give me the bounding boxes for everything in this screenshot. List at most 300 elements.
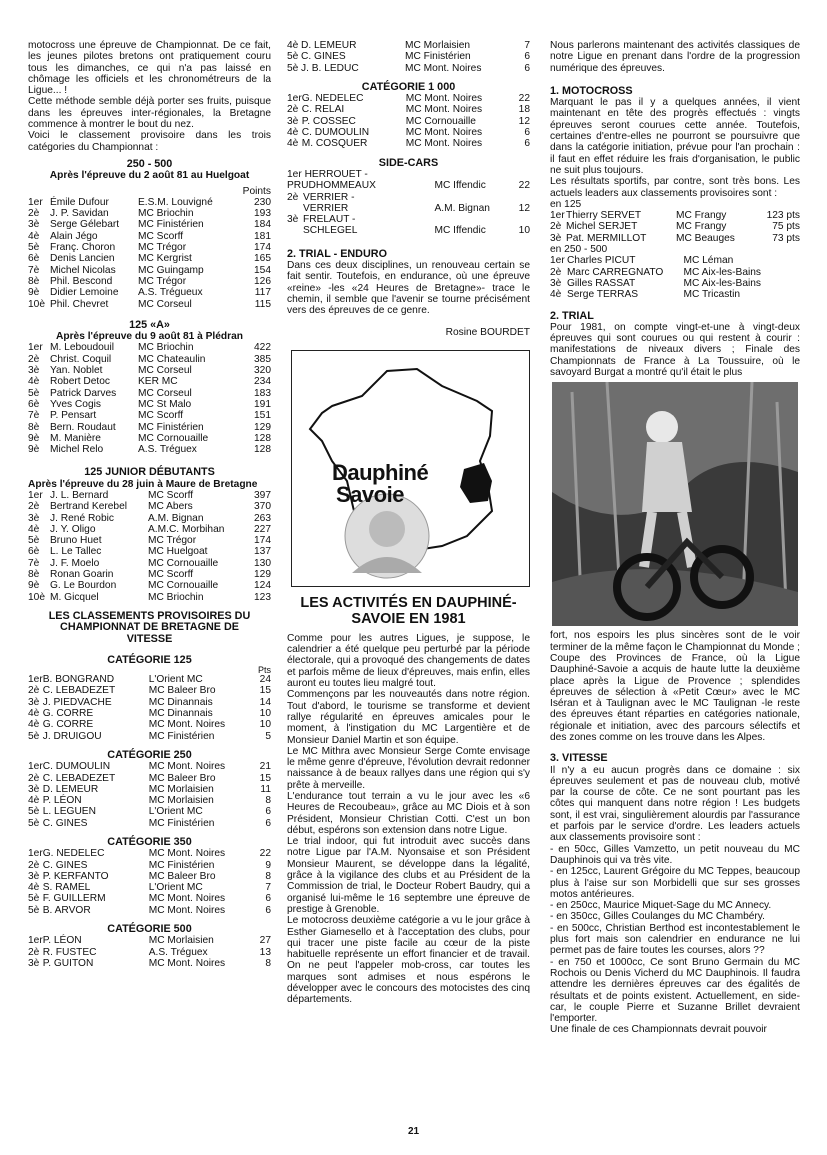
- club-cell: MC Baleer Bro: [148, 685, 216, 697]
- points-cell: 115: [254, 298, 271, 310]
- club-cell: MC Léman: [683, 255, 734, 267]
- vitesse-item: - en 125cc, Laurent Grégoire du MC Teppes, beaucoup plus à l'aise sur son Morbidelli que sur ses grosses motos antérieures.: [550, 866, 800, 900]
- name-cell: C. DUMOULIN: [301, 127, 370, 139]
- name-cell: S. RAMEL: [42, 882, 91, 894]
- club-cell: MC Aix-les-Bains: [683, 277, 762, 289]
- points-cell: 128: [254, 432, 271, 444]
- ranking-table-125-junior: [28, 490, 271, 603]
- name-cell: J. DRUIGOU: [42, 730, 102, 742]
- table-row: [28, 253, 271, 264]
- table-row: [550, 221, 800, 232]
- table-row: [28, 871, 271, 882]
- sidecar-name: SCHLEGEL: [303, 225, 358, 237]
- table-row: [550, 278, 800, 289]
- name-cell: G. CORRE: [42, 719, 94, 731]
- club-cell: MC Scorff: [138, 230, 184, 242]
- club-cell: MC Scorff: [148, 489, 194, 501]
- rank-cell: 3è: [28, 512, 40, 524]
- table-row: [28, 376, 271, 387]
- category-title-sidecars: SIDE-CARS: [378, 156, 439, 169]
- intro-paragraph-2: Cette méthode semble déjà porter ses fruits, puisque dans les épreuves inter-régionales, la Bretagne commence à montrer le bout du nez.: [28, 96, 271, 131]
- club-cell: MC Huelgoat: [148, 546, 208, 558]
- ranking-table-cat125: [28, 674, 271, 742]
- name-cell: Gilles RASSAT: [566, 277, 636, 289]
- rank-cell: 4è: [28, 708, 40, 720]
- points-cell: 21: [259, 761, 271, 773]
- rank-cell: 5è: [28, 817, 40, 829]
- rank-cell: 9è: [28, 580, 40, 592]
- rank-cell: 1er: [28, 489, 43, 501]
- table-row: [28, 524, 271, 535]
- rank-cell: 6è: [28, 398, 40, 410]
- rank-cell: 1er: [287, 93, 302, 105]
- points-cell: 126: [254, 275, 271, 287]
- name-cell: J. PIEDVACHE: [42, 696, 112, 708]
- points-cell: 184: [254, 219, 271, 231]
- sidecar-club: MC Iffendic: [434, 225, 486, 237]
- sidecar-rank-name: 1er HERROUET -: [287, 168, 368, 180]
- ranking-table-cat500-continued: [287, 40, 530, 74]
- rank-cell: 1er: [28, 674, 43, 686]
- article-paragraph: Commençons par les nouveautés dans notre région. Tout d'abord, le tourisme se transforme et devient rallye régularité en épreuves amicales pour le moment, à l'instigation du MC Largentière et de Monsieur Daniel Martin et son équipe.: [287, 689, 530, 746]
- rank-cell: 2è: [28, 946, 40, 958]
- points-cell: 7: [265, 882, 271, 894]
- rank-cell: 3è: [28, 696, 40, 708]
- name-cell: L. Le Tallec: [50, 546, 102, 558]
- table-row: [550, 267, 800, 278]
- ranking-table-cat350: [28, 848, 271, 916]
- club-cell: MC Finistérien: [148, 859, 215, 871]
- points-cell: 174: [254, 535, 271, 547]
- column-right: [550, 40, 800, 1036]
- points-cell: 128: [254, 444, 271, 456]
- table-row: [28, 242, 271, 253]
- club-cell: L'Orient MC: [148, 806, 203, 818]
- table-row: [28, 535, 271, 546]
- table-row: [287, 169, 530, 180]
- name-cell: C. RELAI: [301, 104, 345, 116]
- trial-enduro-text: Dans ces deux disciplines, un renouveau certain se fait sentir. Toutefois, en endurance, où une épreuve «reine» -les «24 Heures de Bretagne»- trace le chemin, il semble que l'avenir se tourne précisément vers des épreuves de ce genre.: [287, 260, 530, 317]
- rank-cell: 4è: [28, 376, 40, 388]
- intro-paragraph-3: Voici le classement provisoire dans les trois catégories du Championnat :: [28, 130, 271, 153]
- club-cell: MC Dinannais: [148, 708, 213, 720]
- rank-cell: 4è: [287, 40, 299, 51]
- points-cell: 75 pts: [772, 221, 800, 233]
- name-cell: Michel Nicolas: [50, 264, 116, 276]
- rank-cell: 6è: [28, 546, 40, 558]
- name-cell: C. GINES: [301, 51, 346, 63]
- club-cell: MC Finistérien: [148, 817, 215, 829]
- table-row: [287, 51, 530, 62]
- rank-cell: 3è: [28, 783, 40, 795]
- points-cell: 183: [254, 387, 271, 399]
- club-cell: MC Aix-les-Bains: [683, 266, 762, 278]
- region-map-illustration: [291, 350, 530, 587]
- club-cell: MC Cornouaille: [405, 115, 476, 127]
- rank-cell: 3è: [287, 115, 299, 127]
- club-cell: MC Corseul: [138, 387, 192, 399]
- points-cell: 73 pts: [772, 232, 800, 244]
- name-cell: J. P. Savidan: [50, 208, 109, 220]
- table-row: [28, 905, 271, 916]
- table-row: [28, 848, 271, 859]
- club-cell: MC Kergrist: [138, 253, 192, 265]
- rank-cell: 10è: [28, 298, 45, 310]
- table-row: [287, 203, 530, 214]
- club-cell: MC Mont. Noires: [148, 848, 226, 860]
- table-row: [287, 40, 530, 51]
- intro-paragraph: motocross une épreuve de Championnat. De ce fait, les jeunes pilotes bretons ont pratiquement couru tous les dimanches, ce qui n'a pas laissé en chômage les officiels et les chronométreurs de la Ligue... !: [28, 40, 271, 97]
- name-cell: Patrick Darves: [50, 387, 117, 399]
- name-cell: C. LEBADEZET: [42, 772, 116, 784]
- vitesse-text: Il n'y a eu aucun progrès dans ce domaine : six épreuves seulement et pas de nouveau club, motivé par la course de côte. Ce ne sont pourtant pas les côtes qui manquent dans notre région ! Les budgets sont, il est vrai, singulièrement alourdis par l'assurance et parfois par le service d'ordre. Les leaders actuels aux classements provisoire sont :: [550, 764, 800, 844]
- category-title-125: CATÉGORIE 125: [107, 653, 192, 666]
- table-row: [28, 761, 271, 772]
- category-title-350: CATÉGORIE 350: [107, 836, 192, 848]
- table-row: [28, 490, 271, 501]
- rank-cell: 1er: [28, 848, 43, 860]
- main-heading-bretagne: LES CLASSEMENTS PROVISOIRES DU CHAMPIONNAT DE BRETAGNE DE VITESSE: [48, 609, 251, 645]
- sidecar-name: FRELAUT -: [303, 214, 356, 226]
- table-row: [28, 365, 271, 376]
- club-cell: A.S. Tréguex: [138, 444, 197, 456]
- rank-cell: 2è: [28, 353, 40, 365]
- rank-cell: 2è: [28, 685, 40, 697]
- club-cell: MC Beauges: [676, 232, 735, 244]
- table-row: [28, 219, 271, 230]
- points-cell: 130: [254, 557, 271, 569]
- points-cell: 230: [254, 196, 271, 208]
- name-cell: G. NEDELEC: [42, 848, 105, 860]
- club-cell: MC Scorff: [148, 569, 194, 581]
- points-cell: 320: [254, 365, 271, 377]
- table-row: [287, 138, 530, 149]
- rank-cell: 4è: [28, 523, 40, 535]
- points-cell: 129: [254, 421, 271, 433]
- category-label-125: en 125: [550, 198, 582, 210]
- name-cell: P. KERFANTO: [42, 870, 109, 882]
- table-row: [28, 674, 271, 685]
- table-row: [28, 231, 271, 242]
- motocross-text: Marquant le pas il y a quelques années, il vient maintenant en tête des progrès effectués : vingts épreuves seront courues cette année. Toutefois, certaines d'entre-elles ne pourront se poursuivre que dans la catégorie initiation, prévue pour l'an prochain : il faut en effet réduire les frais d'organisation, le public ne suit plus toujours.: [550, 97, 800, 176]
- club-cell: MC Cornouaille: [148, 557, 219, 569]
- sidecar-club: MC Iffendic: [434, 180, 486, 192]
- ranking-table-125a: [28, 342, 271, 455]
- name-cell: Michel Relo: [50, 444, 104, 456]
- name-cell: Marc CARREGNATO: [566, 266, 664, 278]
- points-cell: 6: [265, 904, 271, 916]
- table-row: [28, 422, 271, 433]
- club-cell: MC Mont. Noires: [148, 719, 226, 731]
- table-row: [28, 731, 271, 742]
- club-cell: MC Frangy: [676, 210, 727, 222]
- trial-enduro-title: 2. TRIAL - ENDURO: [287, 247, 387, 260]
- table-row: [28, 354, 271, 365]
- section-title-125a: 125 «A»: [129, 318, 170, 331]
- table-row: [287, 214, 530, 225]
- club-cell: A.M. Bignan: [148, 512, 204, 524]
- table-row: [287, 93, 530, 104]
- club-cell: MC Cornouaille: [138, 432, 209, 444]
- rank-cell: 1er: [28, 342, 43, 354]
- ranking-table-motocross-125: [550, 210, 800, 244]
- points-cell: 24: [259, 674, 271, 686]
- table-row: [28, 708, 271, 719]
- section-subtitle: Après l'épreuve du 28 juin à Maure de Bretagne: [28, 478, 258, 490]
- rank-cell: 3è: [28, 365, 40, 377]
- rank-cell: 5è: [28, 387, 40, 399]
- club-cell: MC Corseul: [138, 298, 192, 310]
- category-title-1000: CATÉGORIE 1 000: [361, 80, 456, 93]
- name-cell: Serge Gélebart: [50, 219, 120, 231]
- rank-cell: 9è: [28, 432, 40, 444]
- club-cell: MC Finistérien: [138, 219, 204, 231]
- article-paragraph: Le MC Mithra avec Monsieur Serge Comte envisage le même genre d'épreuve, l'évolution devrait redonner naissance à de beaux rallyes dans une région qui s'y prête à merveille.: [287, 745, 530, 791]
- club-cell: MC Scorff: [138, 410, 184, 422]
- ranking-table-250-500: [28, 197, 271, 310]
- club-cell: A.S. Tréguex: [148, 946, 208, 958]
- rank-cell: 3è: [550, 232, 562, 244]
- rank-cell: 4è: [28, 882, 40, 894]
- rank-cell: 1er: [28, 761, 43, 773]
- rank-cell: 2è: [550, 221, 562, 233]
- table-row: [28, 299, 271, 310]
- points-cell: 12: [518, 115, 530, 127]
- rank-cell: 5è: [287, 62, 299, 74]
- club-cell: MC Morlaisien: [405, 40, 471, 51]
- name-cell: Michel SERJET: [566, 221, 638, 233]
- rank-cell: 2è: [28, 859, 40, 871]
- name-cell: B. ARVOR: [42, 904, 91, 916]
- table-row: [28, 592, 271, 603]
- points-cell: 151: [254, 410, 271, 422]
- sidecar-name: VERRIER: [303, 202, 349, 214]
- club-cell: MC Briochin: [148, 591, 204, 603]
- club-cell: MC Cornouaille: [148, 580, 219, 592]
- rank-cell: 7è: [28, 557, 40, 569]
- points-cell: 174: [254, 242, 271, 254]
- rank-cell: 1er: [28, 935, 43, 947]
- rank-cell: 5è: [28, 904, 40, 916]
- name-cell: M. COSQUER: [301, 138, 368, 150]
- points-cell: 124: [254, 580, 271, 592]
- club-cell: MC Mont. Noires: [405, 104, 483, 116]
- vitesse-item: - en 50cc, Gilles Vamzetto, un petit nouveau du MC Dauphinois qui va très vite.: [550, 843, 800, 866]
- club-cell: MC Mont. Noires: [405, 93, 483, 105]
- name-cell: Franç. Choron: [50, 242, 116, 254]
- vitesse-item: - en 250cc, Maurice Miquet-Sage du MC Annecy.: [550, 900, 772, 912]
- rank-cell: 1er: [550, 255, 565, 267]
- name-cell: P. LÉON: [42, 795, 82, 807]
- table-row: [28, 287, 271, 298]
- table-row: [287, 180, 530, 191]
- rank-cell: 9è: [28, 444, 40, 456]
- name-cell: G. CORRE: [42, 708, 94, 720]
- name-cell: P. GUITON: [42, 957, 94, 969]
- rank-cell: 5è: [287, 51, 299, 63]
- name-cell: C. GINES: [42, 817, 88, 829]
- points-cell: 234: [254, 376, 271, 388]
- club-cell: MC Briochin: [138, 208, 194, 220]
- name-cell: J. L. Bernard: [50, 489, 109, 501]
- name-cell: Denis Lancien: [50, 253, 115, 265]
- points-cell: 6: [524, 138, 530, 150]
- club-cell: MC Tricastin: [683, 289, 741, 301]
- name-cell: B. BONGRAND: [42, 674, 115, 686]
- category-title-500: CATÉGORIE 500: [107, 923, 192, 936]
- table-row: [28, 558, 271, 569]
- club-cell: MC Frangy: [676, 221, 727, 233]
- club-cell: MC Mont. Noires: [405, 127, 483, 139]
- name-cell: M. Leboudouil: [50, 342, 115, 354]
- points-cell: 8: [265, 870, 271, 882]
- name-cell: Phil. Chevret: [50, 298, 109, 310]
- name-cell: G. NEDELEC: [301, 93, 364, 105]
- points-cell: 6: [524, 51, 530, 63]
- intro-paragraph: Nous parlerons maintenant des activités classiques de notre Ligue en prenant dans l'ordre de la progression numérique des épreuves.: [550, 40, 800, 74]
- club-cell: MC Mont. Noires: [405, 62, 482, 74]
- points-cell: 397: [254, 489, 271, 501]
- club-cell: MC Mont. Noires: [148, 893, 226, 905]
- rank-cell: 3è: [550, 277, 562, 289]
- sidecar-rank: 3è: [287, 214, 299, 226]
- points-cell: 7: [524, 40, 530, 51]
- rank-cell: 1er: [550, 210, 565, 222]
- trial-text: Pour 1981, on compte vingt-et-une à vingt-deux épreuves qui sont courues ou qui restent à courir : manifestations de niveaux divers ; Finale des Championnats de France à La Toussuire, où le savoyard Burgat a montré qu'il était le plus: [550, 321, 800, 379]
- name-cell: Didier Lemoine: [50, 287, 119, 299]
- points-header: Points: [242, 185, 271, 197]
- table-row: [28, 882, 271, 893]
- name-cell: Bruno Huet: [50, 535, 102, 547]
- club-cell: MC Guingamp: [138, 264, 204, 276]
- table-row: [28, 546, 271, 557]
- club-cell: MC Morlaisien: [148, 783, 214, 795]
- rank-cell: 2è: [28, 772, 40, 784]
- points-cell: 137: [254, 546, 271, 558]
- name-cell: M. Manière: [50, 432, 101, 444]
- rank-cell: 2è: [550, 266, 562, 278]
- ranking-table-cat1000: [287, 93, 530, 149]
- table-row: [287, 192, 530, 203]
- table-row: [287, 116, 530, 127]
- club-cell: L'Orient MC: [148, 882, 203, 894]
- name-cell: Thierry SERVET: [566, 210, 642, 222]
- article-title: LES ACTIVITÉS EN DAUPHINÉ-SAVOIE EN 1981: [300, 594, 517, 627]
- points-cell: 422: [254, 342, 271, 354]
- name-cell: Bertrand Kerebel: [50, 501, 128, 513]
- club-cell: MC Morlaisien: [148, 935, 214, 947]
- rank-cell: 5è: [28, 535, 40, 547]
- rank-cell: 8è: [28, 569, 40, 581]
- table-row: [28, 795, 271, 806]
- name-cell: F. GUILLERM: [42, 893, 106, 905]
- article-paragraph: Comme pour les autres Ligues, je suppose, le calendrier a été quelque peu perturbé par la période électorale, qui a provoqué des changements de dates et parfois même de lieux d'épreuves, mais enfin, elles auront eu toutes lieu malgré tout.: [287, 632, 530, 690]
- rank-cell: 5è: [28, 730, 40, 742]
- rank-cell: 1er: [28, 196, 43, 208]
- rank-cell: 9è: [28, 287, 40, 299]
- points-cell: 123: [254, 591, 271, 603]
- points-cell: 10: [259, 708, 271, 720]
- table-row: [28, 806, 271, 817]
- table-row: [28, 893, 271, 904]
- table-row: [28, 580, 271, 591]
- name-cell: J. B. LEDUC: [301, 62, 359, 74]
- rank-cell: 10è: [28, 591, 45, 603]
- name-cell: J. Y. Oligo: [50, 523, 96, 535]
- rank-cell: 4è: [28, 795, 40, 807]
- club-cell: E.S.M. Louvigné: [138, 196, 213, 208]
- rank-cell: 8è: [28, 421, 40, 433]
- table-row: [28, 958, 271, 969]
- points-cell: 370: [254, 501, 271, 513]
- table-row: [28, 410, 271, 421]
- points-cell: 165: [254, 253, 271, 265]
- points-cell: 22: [259, 848, 271, 860]
- section-subtitle: Après l'épreuve du 2 août 81 au Huelgoat: [49, 170, 250, 182]
- name-cell: J. F. Moelo: [50, 557, 100, 569]
- points-cell: 10: [259, 719, 271, 731]
- rank-cell: 2è: [287, 104, 299, 116]
- table-row: [28, 444, 271, 455]
- name-cell: D. LEMEUR: [301, 40, 357, 51]
- points-cell: 6: [524, 62, 530, 74]
- points-cell: 123 pts: [766, 210, 800, 222]
- rank-cell: 7è: [28, 264, 40, 276]
- name-cell: Émile Dufour: [50, 196, 109, 208]
- club-cell: MC Corseul: [138, 365, 192, 377]
- sidecar-club: A.M. Bignan: [434, 202, 490, 214]
- name-cell: R. FUSTEC: [42, 946, 97, 958]
- motocross-text-2: Les résultats sportifs, par contre, sont très bons. Les actuels leaders aux classements provisoires sont :: [550, 176, 800, 199]
- pts-header: Pts: [257, 665, 271, 676]
- club-cell: MC Abers: [148, 501, 193, 513]
- points-cell: 18: [518, 104, 530, 116]
- map-label-dauphine: Dauphiné: [332, 459, 429, 485]
- section-title-125-junior: 125 JUNIOR DÉBUTANTS: [84, 466, 215, 479]
- sidecar-points: 12: [518, 202, 530, 214]
- club-cell: MC Finistérien: [148, 730, 215, 742]
- motocross-title: 1. MOTOCROSS: [550, 84, 633, 97]
- points-cell: 13: [259, 946, 271, 958]
- club-cell: MC Morlaisien: [148, 795, 214, 807]
- points-cell: 193: [254, 208, 271, 220]
- club-cell: MC Mont. Noires: [148, 761, 226, 773]
- name-cell: C. GINES: [42, 859, 88, 871]
- club-cell: MC Dinannais: [148, 696, 213, 708]
- ranking-table-sidecars: [287, 169, 530, 237]
- points-cell: 227: [254, 523, 271, 535]
- vitesse-item: - en 500cc, Christian Berthod est incontestablement le plus fort mais son calendrier en endurance ne lui permet pas de faire toutes les courses, alors ??: [550, 922, 800, 957]
- name-cell: P. Pensart: [50, 410, 97, 422]
- club-cell: MC Trégor: [148, 535, 197, 547]
- points-cell: 22: [518, 93, 530, 105]
- table-row: [28, 388, 271, 399]
- table-row: [28, 569, 271, 580]
- sidecar-name: VERRIER -: [303, 191, 355, 203]
- club-cell: MC Finistérien: [138, 421, 204, 433]
- name-cell: D. LEMEUR: [42, 783, 99, 795]
- points-cell: 8: [265, 957, 271, 969]
- name-cell: L. LEGUEN: [42, 806, 96, 818]
- table-row: [28, 784, 271, 795]
- table-row: [28, 265, 271, 276]
- name-cell: Bern. Roudaut: [50, 421, 116, 433]
- table-row: [287, 127, 530, 138]
- club-cell: MC Mont. Noires: [148, 957, 226, 969]
- name-cell: Yves Cogis: [50, 398, 101, 410]
- points-cell: 154: [254, 264, 271, 276]
- table-row: [28, 685, 271, 696]
